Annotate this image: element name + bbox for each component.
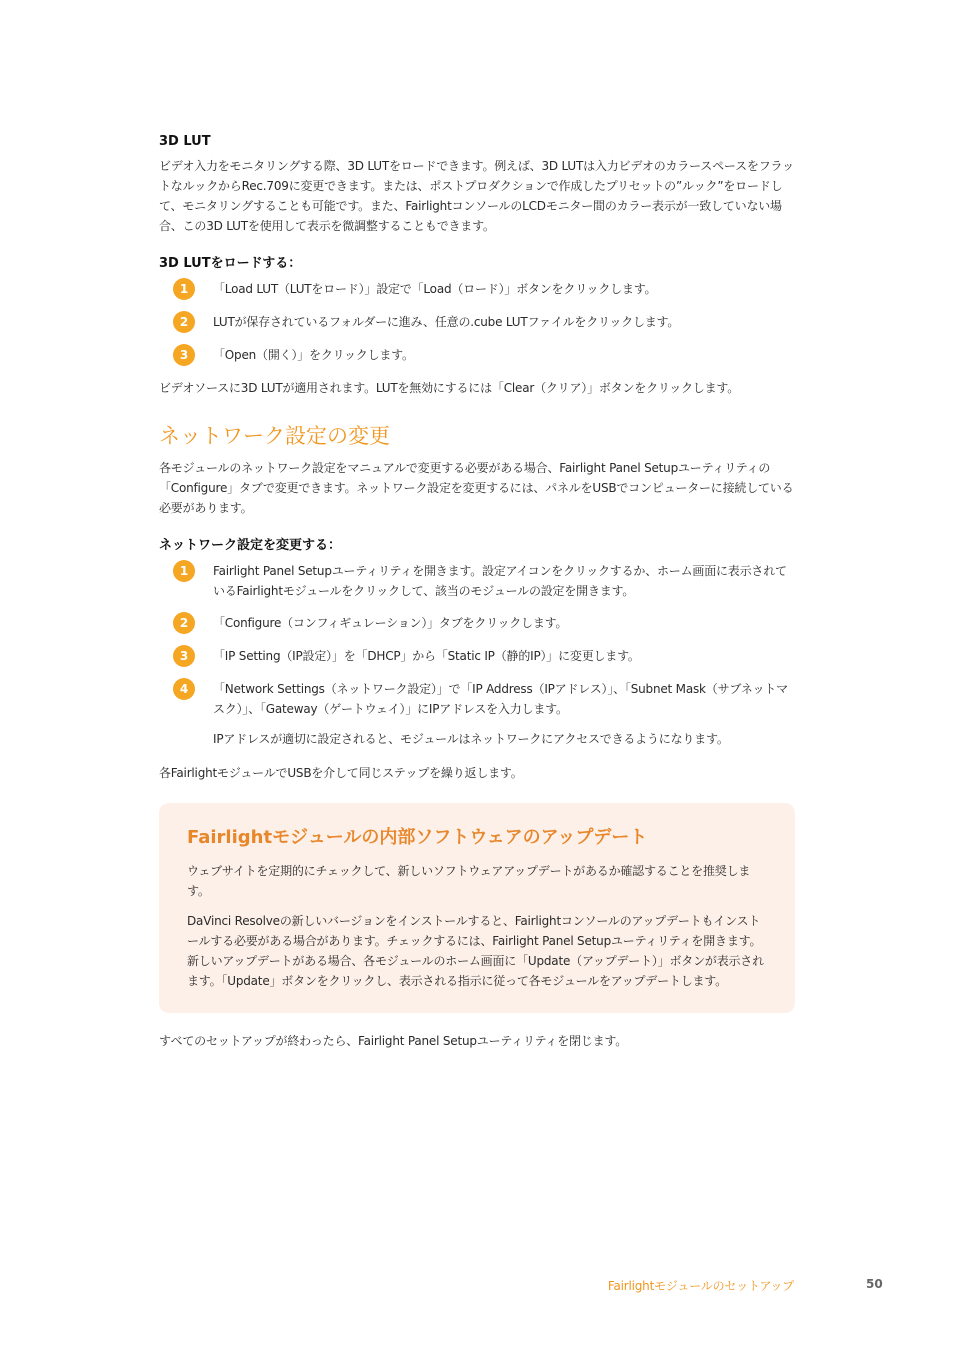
step-number-badge: 3 xyxy=(173,645,195,667)
step-item xyxy=(173,312,795,333)
step-number-badge: 4 xyxy=(173,678,195,700)
step-number-badge: 1 xyxy=(173,278,195,300)
step-text: 「Network Settings（ネットワーク設定）」で「IP Address（IPアドレス）」、「Subnet Mask（サブネットマスク）」、「Gateway（ゲートウェイ）」にIPアドレスを入力します。 xyxy=(213,682,788,716)
step-text: 「Open（開く）」をクリックします。 xyxy=(213,348,414,362)
callout-title: Fairlightモジュールの内部ソフトウェアのアップデート xyxy=(187,827,648,848)
step-item xyxy=(173,279,795,300)
subheading-load-lut: 3D LUTをロードする： xyxy=(159,256,302,271)
step-item xyxy=(173,679,795,719)
ip-address-note: IPアドレスが適切に設定されると、モジュールはネットワークにアクセスできるようになります。 xyxy=(213,732,729,746)
step-list-load-lut xyxy=(173,279,795,366)
step-item xyxy=(173,613,795,634)
step-text: Fairlight Panel Setupユーティリティを開きます。設定アイコンをクリックするか、ホーム画面に表示されているFairlightモジュールをクリックして、該当のモジュールの設定を開きます。 xyxy=(213,564,787,598)
step-text: LUTが保存されているフォルダーに進み、任意の.cube LUTファイルをクリックします。 xyxy=(213,315,680,329)
step-text: 「Configure（コンフィギュレーション）」タブをクリックします。 xyxy=(213,616,568,630)
subheading-change-network: ネットワーク設定を変更する： xyxy=(159,538,342,553)
repeat-steps-note: 各FairlightモジュールでUSBを介して同じステップを繰り返します。 xyxy=(159,766,523,780)
step-number-badge: 3 xyxy=(173,344,195,366)
page-number: 50 xyxy=(866,1277,883,1291)
closing-paragraph: すべてのセットアップが終わったら、Fairlight Panel Setupユーティリティを閉じます。 xyxy=(159,1034,628,1048)
step-text: 「Load LUT（LUTをロード）」設定で「Load（ロード）」ボタンをクリックします。 xyxy=(213,282,657,296)
step-item xyxy=(173,345,795,366)
section-heading-3d-lut: 3D LUT xyxy=(159,134,211,149)
step-item xyxy=(173,646,795,667)
step-number-badge: 2 xyxy=(173,612,195,634)
callout-box xyxy=(159,803,795,1013)
section-body-3d-lut: ビデオ入力をモニタリングする際、3D LUTをロードできます。例えば、3D LUTは入力ビデオのカラースペースをフラットなルックからRec.709に変更できます。または、ポストプロダクションで作成したプリセットの”ルック”をロードして、モニタリングすることも可能です。また、FairlightコンソールのLCDモニター間のカラー表示が一致していない場合、この3D LUTを使用して表示を微調整することもできます。 xyxy=(159,159,794,233)
step-item xyxy=(173,561,795,601)
lut-applied-note: ビデオソースに3D LUTが適用されます。LUTを無効にするには「Clear（クリア）」ボタンをクリックします。 xyxy=(159,381,740,395)
step-number-badge: 1 xyxy=(173,560,195,582)
footer-section-label: Fairlightモジュールのセットアップ xyxy=(607,1279,794,1293)
section-heading-network: ネットワーク設定の変更 xyxy=(159,424,390,448)
step-number-badge: 2 xyxy=(173,311,195,333)
callout-paragraph: DaVinci Resolveの新しいバージョンをインストールすると、Fairlightコンソールのアップデートもインストールする必要がある場合があります。チェックするには、Fairlight Panel Setupユーティリティを開きます。新しいアップデートがある場合、各モジュールのホーム画面に「Update（アップデート）」ボタンが表示されます。「Update」ボタンをクリックし、表示される指示に従って各モジュールをアップデートします。 xyxy=(187,914,764,988)
section-body-network: 各モジュールのネットワーク設定をマニュアルで変更する必要がある場合、Fairlight Panel Setupユーティリティの「Configure」タブで変更できます。ネットワーク設定を変更するには、パネルをUSBでコンピューターに接続している必要があります。 xyxy=(159,461,794,515)
step-list-network xyxy=(173,561,795,719)
callout-paragraph: ウェブサイトを定期的にチェックして、新しいソフトウェアアップデートがあるか確認することを推奨します。 xyxy=(187,864,751,898)
step-text: 「IP Setting（IP設定）」を「DHCP」から「Static IP（静的IP）」に変更します。 xyxy=(213,649,640,663)
page-content xyxy=(159,132,795,1051)
